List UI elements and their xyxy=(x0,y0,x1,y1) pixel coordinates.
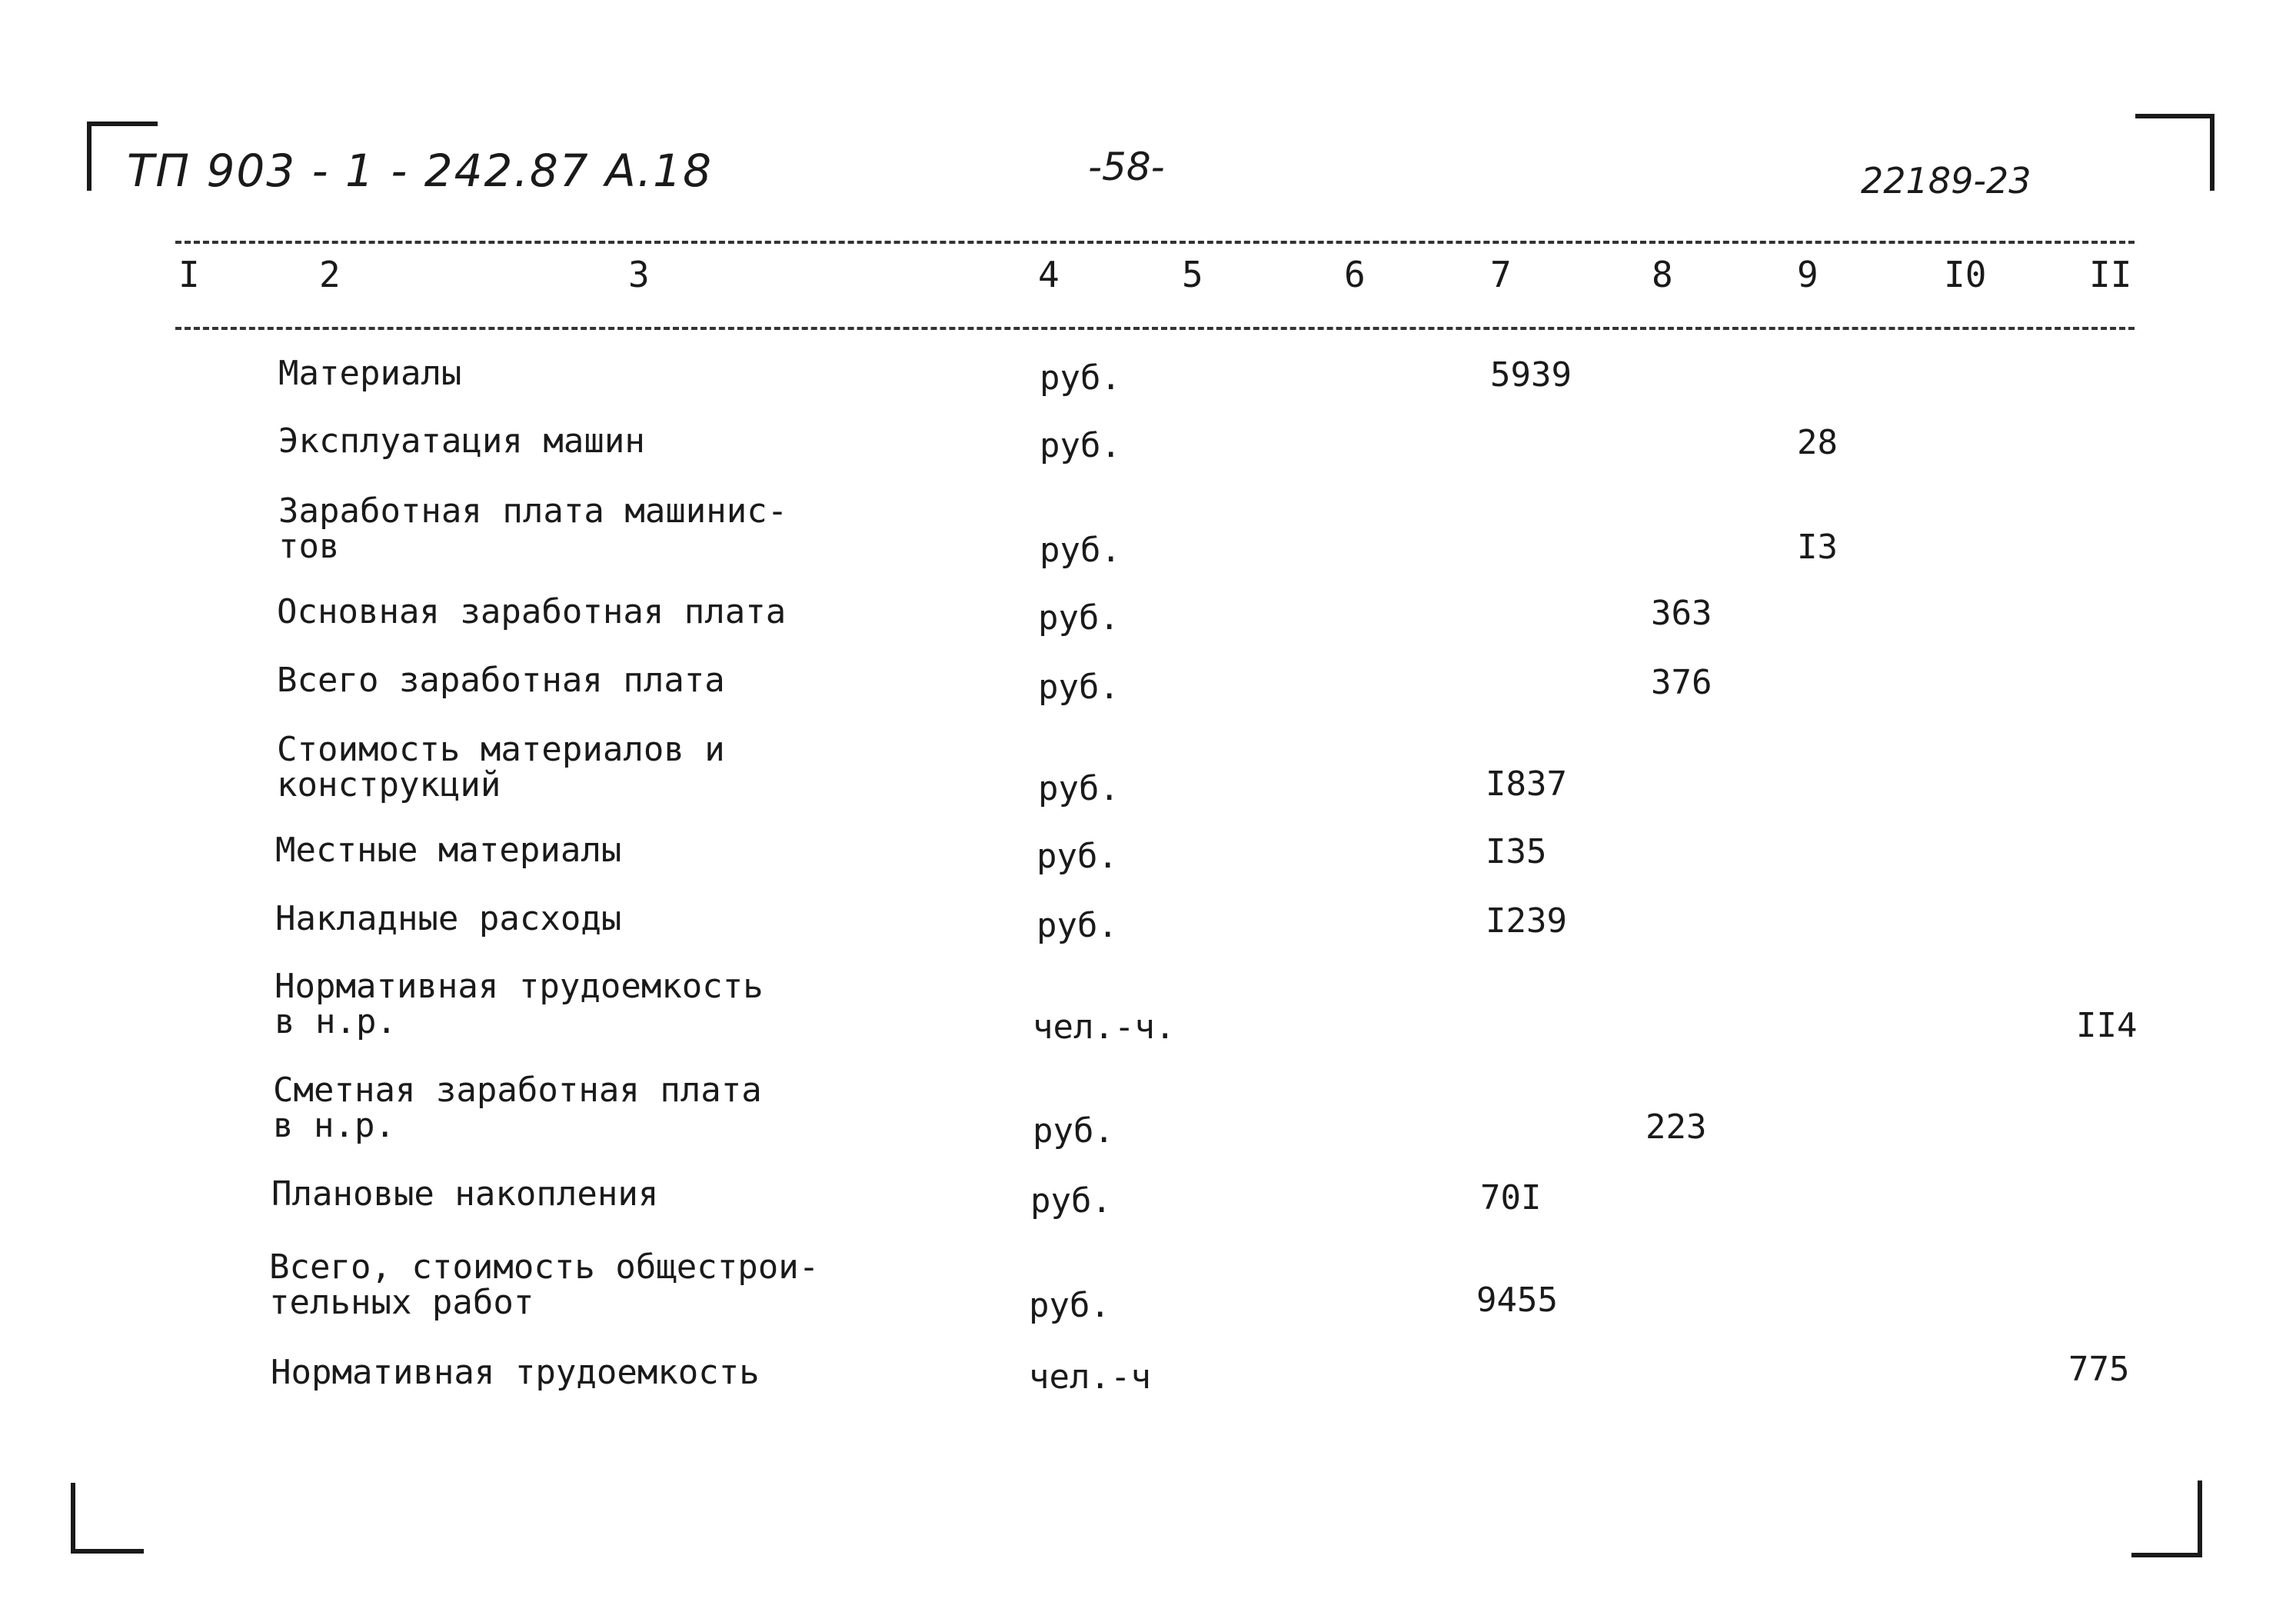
row-label: Всего заработная плата xyxy=(277,661,725,700)
row-value: I837 xyxy=(1486,764,1567,804)
column-number: 7 xyxy=(1490,254,1512,295)
document-number: 22189-23 xyxy=(1861,160,2031,201)
row-unit: руб. xyxy=(1038,598,1120,638)
row-unit: чел.-ч xyxy=(1029,1357,1151,1397)
corner-mark-bottom-right-horizontal xyxy=(2131,1553,2202,1557)
corner-mark-bottom-right-vertical xyxy=(2198,1480,2202,1557)
table-header-rule xyxy=(175,327,2135,330)
row-value: 9455 xyxy=(1476,1281,1558,1320)
row-value: II4 xyxy=(2076,1006,2138,1045)
row-label: Нормативная трудоемкость xyxy=(271,1353,760,1392)
row-value: 5939 xyxy=(1490,355,1572,395)
row-value: 376 xyxy=(1651,663,1712,702)
row-unit: руб. xyxy=(1037,906,1118,945)
corner-mark-bottom-left-vertical xyxy=(71,1483,75,1554)
row-unit: чел.-ч. xyxy=(1033,1007,1176,1047)
corner-mark-top-left-horizontal xyxy=(87,122,158,126)
row-unit: руб. xyxy=(1038,769,1120,808)
column-number: 6 xyxy=(1344,254,1366,295)
row-value: 775 xyxy=(2068,1350,2130,1389)
row-label: Всего, стоимость общестрои- тельных работ xyxy=(269,1247,820,1322)
row-label: Основная заработная плата xyxy=(277,592,787,631)
row-label: Плановые накопления xyxy=(271,1174,659,1214)
row-unit: руб. xyxy=(1029,1286,1110,1325)
row-label: Эксплуатация машин xyxy=(278,421,645,461)
column-number: 2 xyxy=(319,254,341,295)
row-value: 70I xyxy=(1480,1178,1542,1217)
row-unit: руб. xyxy=(1030,1181,1112,1221)
page-number: -58- xyxy=(1088,145,1165,189)
row-label: Местные материалы xyxy=(275,831,622,870)
row-value: 363 xyxy=(1651,594,1712,633)
row-value: 223 xyxy=(1645,1107,1707,1147)
corner-mark-bottom-left-horizontal xyxy=(71,1549,144,1554)
row-label: Нормативная трудоемкость в н.р. xyxy=(275,967,764,1041)
corner-mark-top-left-vertical xyxy=(87,122,92,191)
column-number: 8 xyxy=(1652,254,1673,295)
row-label: Накладные расходы xyxy=(275,899,622,938)
column-number: 4 xyxy=(1038,254,1060,295)
row-unit: руб. xyxy=(1038,668,1120,707)
column-number: 5 xyxy=(1182,254,1203,295)
column-number: 9 xyxy=(1797,254,1818,295)
row-label: Материалы xyxy=(278,354,462,393)
row-label: Сметная заработная плата в н.р. xyxy=(273,1071,762,1145)
row-value: I239 xyxy=(1486,901,1567,941)
column-number: 3 xyxy=(628,254,650,295)
column-number: II xyxy=(2089,254,2132,295)
row-unit: руб. xyxy=(1040,358,1121,398)
row-unit: руб. xyxy=(1037,837,1118,876)
column-number: I0 xyxy=(1944,254,1987,295)
document-code: ТП 903 - 1 - 242.87 А.18 xyxy=(127,145,713,197)
row-unit: руб. xyxy=(1040,531,1121,570)
row-value: 28 xyxy=(1797,423,1838,462)
corner-mark-top-right-horizontal xyxy=(2135,114,2214,118)
row-label: Стоимость материалов и конструкций xyxy=(277,730,725,804)
row-unit: руб. xyxy=(1033,1111,1114,1151)
row-value: I3 xyxy=(1797,528,1838,567)
row-label: Заработная плата машинис- тов xyxy=(278,491,788,566)
row-unit: руб. xyxy=(1040,426,1121,465)
column-number: I xyxy=(178,254,200,295)
table-top-rule xyxy=(175,241,2135,244)
row-value: I35 xyxy=(1486,832,1547,871)
corner-mark-top-right-vertical xyxy=(2210,114,2214,191)
